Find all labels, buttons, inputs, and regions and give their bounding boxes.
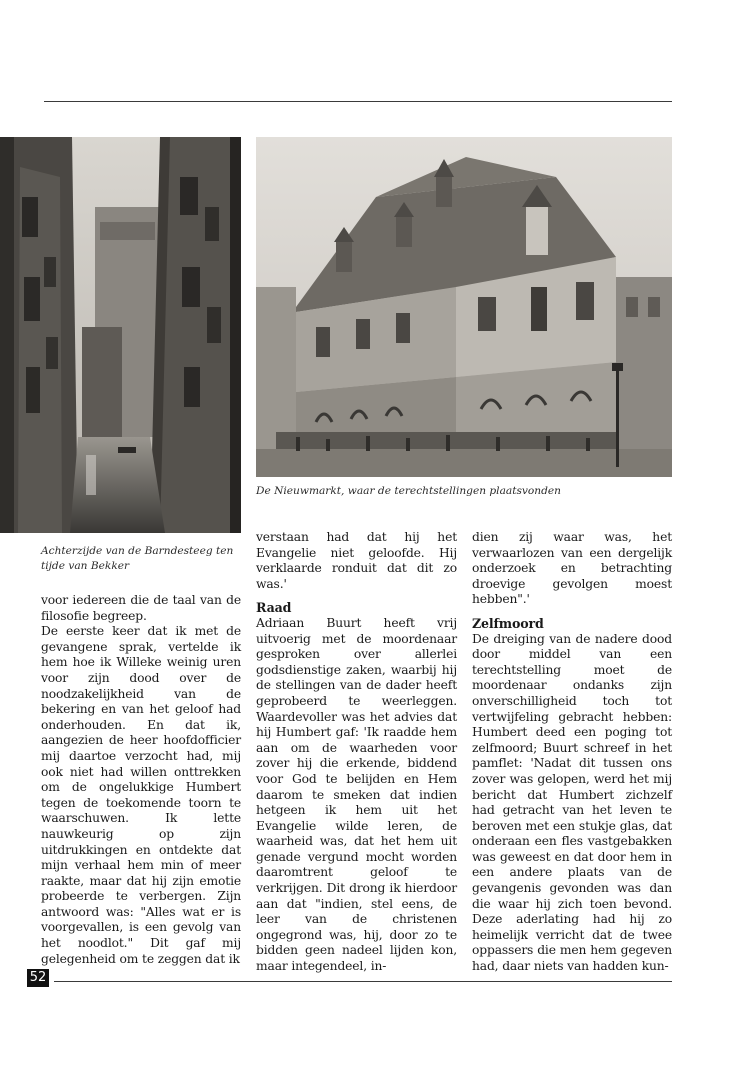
text-column-1 (41, 593, 241, 967)
bottom-rule (54, 981, 672, 982)
page-number: 52 (27, 969, 49, 987)
col1-paragraph-2: De eerste keer dat ik met de gevangene sprak, vertelde ik hem hoe ik Willeke weinig uren voor zijn dood over de noodzakelijkheid van de bekering en van het geloof had onderhouden. En dat ik, aangezien de heer hoofdofficier mij daartoe verzocht had, mij ook niet had willen onttrekken om de ongelukkige Humbert tegen de toekomende toorn te waarschuwen. Ik lette nauwkeurig op zijn uitdrukkingen en ontdekte dat mijn verhaal hem min of meer raakte, maar dat hij zijn emotie probeerde te verbergen. Zijn antwoord was: "Alles wat er is voorgevallen, is een gevolg van het noodlot." Dit gaf mij gelegenheid om te zeggen dat ik (41, 624, 241, 966)
col3-paragraph-1: dien zij waar was, het verwaarlozen van een dergelijk onderzoek en betrachting droevige gevolgen moest hebben".' (472, 530, 672, 607)
col1-paragraph-1: voor iedereen die de taal van de filosofie begreep. (41, 593, 241, 623)
heading-zelfmoord: Zelfmoord (472, 615, 544, 631)
col2-paragraph-2: Adriaan Buurt heeft vrij uitvoerig met de moordenaar gesproken over allerlei godsdienstige zaken, waarbij hij de stellingen van de dader heeft geprobeerd te weerleggen. Waardevoller was het advies dat hij Humbert gaf: 'Ik raadde hem aan om de waarheden voor zover hij die erkende, biddend voor God te belijden en Hem daarom te smeken dat indien hetgeen ik hem uit het Evangelie wilde leren, de waarheid was, dat het hem uit genade vergund mocht worden daaromtrent geloof te verkrijgen. Dit drong ik hierdoor aan dat "indien, stel eens, de leer van de christenen ongegrond was, hij, door zo te bidden geen nadeel lijden kon, maar integendeel, in- (256, 615, 457, 974)
text-column-3 (472, 530, 672, 975)
text-column-2 (256, 530, 457, 975)
barndesteeg-photo (0, 137, 241, 533)
left-photo-caption: Achterzijde van de Barndesteeg ten tijde van Bekker (41, 545, 234, 572)
nieuwmarkt-photo (256, 137, 672, 477)
col2-paragraph-1: verstaan had dat hij het Evangelie niet geloofde. Hij verklaarde ronduit dat dit zo was.' (256, 530, 457, 591)
heading-raad: Raad (256, 600, 292, 616)
top-rule (44, 101, 672, 102)
right-photo-caption: De Nieuwmarkt, waar de terechtstellingen plaatsvonden (256, 485, 561, 497)
col3-paragraph-2: De dreiging van de nadere dood door middel van een terechtstelling moet de moordenaar ondanks zijn onverschilligheid toch tot vertwijfeling gebracht hebben: Humbert deed een poging tot zelfmoord; Buurt schreef in het pamflet: 'Nadat dit tussen ons zover was gelopen, werd het mij bericht dat Humbert zichzelf had getracht van het leven te beroven met een stukje glas, dat onderaan een fles vastgebakken was geweest en dat door hem in een andere plaats van de gevangenis gevonden was dan die waar hij zich toen bevond. Deze aderlating had hij zo heimelijk verricht dat de twee oppassers die men hem gegeven had, daar niets van hadden kun- (472, 631, 672, 974)
